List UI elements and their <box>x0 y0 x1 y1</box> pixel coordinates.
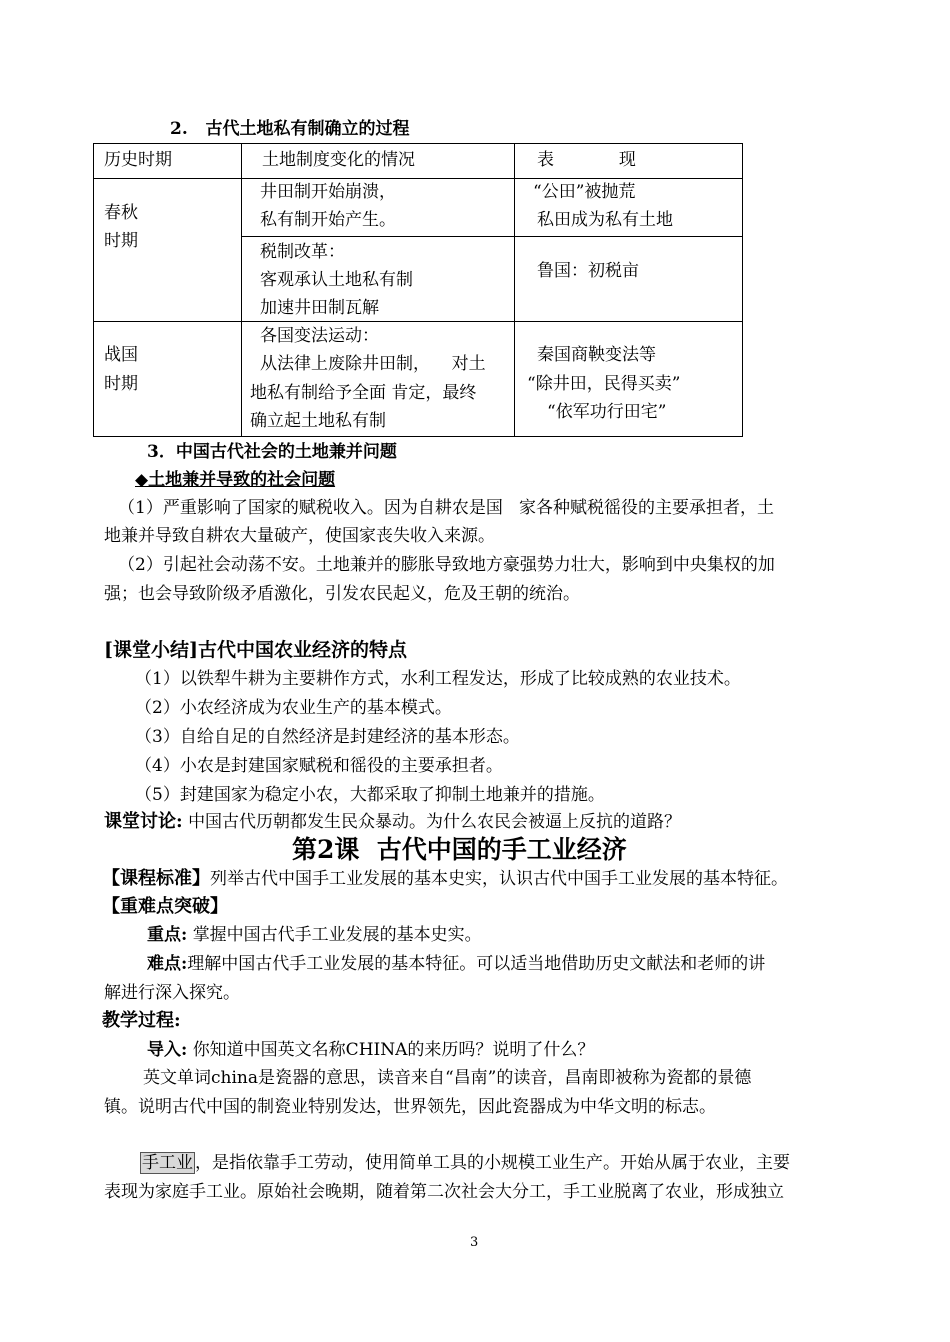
process-label: 教学过程: <box>102 1010 181 1031</box>
focus-text: 掌握中国古代手工业发展的基本史实。 <box>192 925 482 945</box>
table-cell: 私有制开始产生。 <box>260 210 396 230</box>
handicraft-text: ，是指依靠手工劳动，使用简单工具的小规模工业生产。开始从属于农业，主要 <box>195 1153 790 1173</box>
key-points-label: 【重难点突破】 <box>102 896 228 917</box>
paragraph-line: （1）严重影响了国家的赋税收入。因为自耕农是国 家各种赋税徭役的主要承担者，土 <box>118 498 775 518</box>
table-cell: 加速井田制瓦解 <box>260 298 379 318</box>
table-header: 土地制度变化的情况 <box>262 150 415 170</box>
table-cell: 鲁国：初税亩 <box>537 261 639 281</box>
discussion-text: 中国古代历朝都发生民众暴动。为什么农民会被逼上反抗的道路？ <box>188 812 682 832</box>
table-cell: 秦国商鞅变法等 <box>537 345 656 365</box>
table-header: 历史时期 <box>104 150 172 170</box>
page-number: 3 <box>470 1235 479 1250</box>
table-header: 表 现 <box>537 150 636 170</box>
difficulty-label: 难点: <box>147 954 188 974</box>
summary-item: （5）封建国家为稳定小农，大都采取了抑制土地兼并的措施。 <box>135 785 605 805</box>
table-cell: “除井田，民得买卖” <box>527 374 681 394</box>
paragraph-line: 解进行深入探究。 <box>104 983 240 1003</box>
summary-heading: [课堂小结]古代中国农业经济的特点 <box>104 639 407 661</box>
paragraph-line: 表现为家庭手工业。原始社会晚期，随着第二次社会大分工，手工业脱离了农业，形成独立 <box>104 1182 784 1202</box>
focus-label: 重点: <box>147 925 188 945</box>
standard-label: 【课程标准】 <box>102 868 210 889</box>
paragraph-line: 英文单词china是瓷器的意思，读音来自“昌南”的读音，昌南即被称为瓷都的景德 <box>143 1068 752 1088</box>
paragraph-line: 镇。说明古代中国的制瓷业特别发达，世界领先，因此瓷器成为中华文明的标志。 <box>104 1097 716 1117</box>
period-label: 春秋 <box>104 203 138 223</box>
intro-label: 导入: <box>147 1040 188 1060</box>
paragraph-line: 地兼并导致自耕农大量破产，使国家丧失收入来源。 <box>104 526 495 546</box>
paragraph-line: 强；也会导致阶级矛盾激化，引发农民起义，危及王朝的统治。 <box>104 584 580 604</box>
section2-heading: 2. 古代土地私有制确立的过程 <box>170 119 410 139</box>
table-cell: 私田成为私有土地 <box>537 210 673 230</box>
table-cell: 客观承认土地私有制 <box>260 270 413 290</box>
table-cell: 井田制开始崩溃， <box>260 182 396 202</box>
table-cell: 各国变法运动： <box>260 326 379 346</box>
section3-subheading: ◆土地兼并导致的社会问题 <box>135 470 336 490</box>
summary-item: （4）小农是封建国家赋税和徭役的主要承担者。 <box>135 756 503 776</box>
table-cell: 税制改革： <box>260 242 345 262</box>
section3-heading: 3．中国古代社会的土地兼并问题 <box>147 442 397 462</box>
summary-item: （1）以铁犁牛耕为主要耕作方式，水利工程发达，形成了比较成熟的农业技术。 <box>135 669 741 689</box>
land-ownership-table <box>93 143 743 437</box>
handicraft-term: 手工业 <box>142 1153 193 1173</box>
summary-item: （3）自给自足的自然经济是封建经济的基本形态。 <box>135 727 520 747</box>
intro-text: 你知道中国英文名称CHINA的来历吗？说明了什么？ <box>192 1040 595 1060</box>
table-cell: 地私有制给予全面 肯定，最终 <box>250 383 477 403</box>
period-label: 时期 <box>104 231 138 251</box>
summary-item: （2）小农经济成为农业生产的基本模式。 <box>135 698 452 718</box>
period-label: 时期 <box>104 374 138 394</box>
lesson2-title: 第2课 古代中国的手工业经济 <box>292 835 627 864</box>
table-cell: “依军功行田宅” <box>547 402 667 422</box>
standard-text: 列举古代中国手工业发展的基本史实，认识古代中国手工业发展的基本特征。 <box>210 869 788 889</box>
table-cell: 从法律上废除井田制， 对土 <box>260 354 486 374</box>
table-cell: “公田”被抛荒 <box>533 182 636 202</box>
table-cell: 确立起土地私有制 <box>250 411 386 431</box>
discussion-label: 课堂讨论: <box>104 811 183 832</box>
period-label: 战国 <box>104 345 138 365</box>
difficulty-text: 理解中国古代手工业发展的基本特征。可以适当地借助历史文献法和老师的讲 <box>187 954 766 974</box>
paragraph-line: （2）引起社会动荡不安。土地兼并的膨胀导致地方豪强势力壮大，影响到中央集权的加 <box>118 555 775 575</box>
